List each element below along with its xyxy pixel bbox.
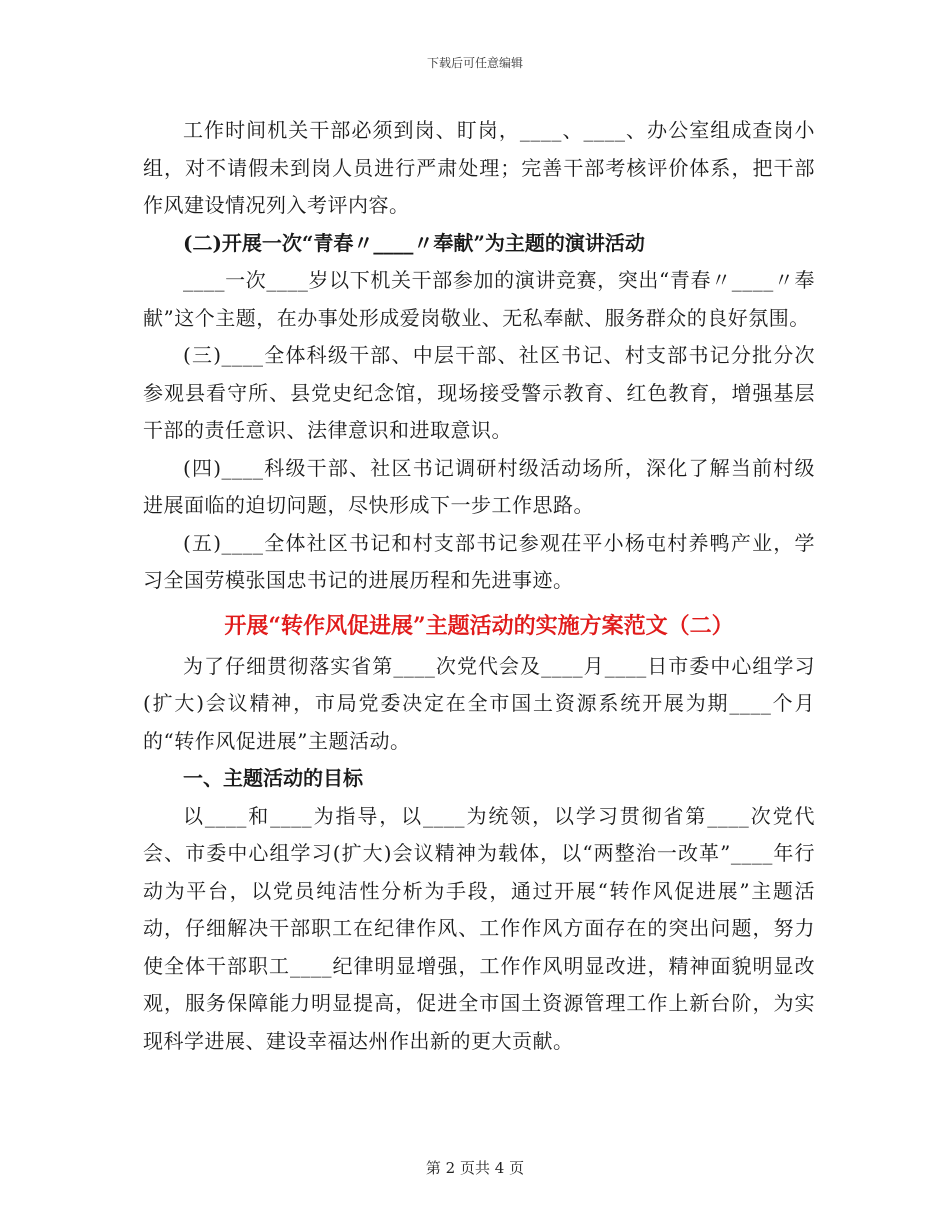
paragraph-intro: 为了仔细贯彻落实省第____次党代会及____月____日市委中心组学习(扩大)会议精神，市局党委决定在全市国土资源系统开展为期____个月的“转作风促进展”主题活动。 (143, 653, 815, 753)
paragraph-goals: 以____和____为指导，以____为统领，以学习贯彻省第____次党代会、市委中心组学习(扩大)会议精神为载体，以“两整治一改革”____年行动为平台，以党员纯洁性分析为手段，通过开展“转作风促进展”主题活动，仔细解决干部职工在纪律作风、工作作风方面存在的突出问题，努力使全体干部职工____纪律明显增强，工作作风明显改进，精神面貌明显改观，服务保障能力明显提高，促进全市国土资源管理工作上新台阶，为实现科学进展、建设幸福达州作出新的更大贡献。 (143, 803, 815, 1053)
paragraph-visit-education: (三)____全体科级干部、中层干部、社区书记、村支部书记分批分次参观县看守所、县党史纪念馆，现场接受警示教育、红色教育，增强基层干部的责任意识、法律意识和进取意识。 (143, 343, 815, 442)
section-heading-goals: 一、主题活动的目标 (183, 766, 363, 790)
document-title: 开展“转作风促进展”主题活动的实施方案范文（二） (224, 612, 734, 639)
paragraph-duty-inspection: 工作时间机关干部必须到岗、盯岗，____、____、办公室组成查岗小组，对不请假未到岗人员进行严肃处理；完善干部考核评价体系，把干部作风建设情况列入考评内容。 (143, 118, 815, 217)
page-header: 下载后可任意编辑 (426, 56, 523, 70)
document-body (143, 112, 815, 1060)
paragraph-speech-contest: ____一次____岁以下机关干部参加的演讲竞赛，突出“青春〃____〃奉献”这个主题，在办事处形成爱岗敬业、无私奉献、服务群众的良好氛围。 (143, 268, 815, 330)
paragraph-visit-industry: (五)____全体社区书记和村支部书记参观茌平小杨屯村养鸭产业，学习全国劳模张国忠书记的进展历程和先进事迹。 (143, 530, 815, 592)
section-heading-speech-activity: (二)开展一次“青春〃____〃奉献”为主题的演讲活动 (183, 230, 645, 255)
page-footer: 第 2 页共 4 页 (425, 1159, 525, 1177)
paragraph-research-venues: (四)____科级干部、社区书记调研村级活动场所，深化了解当前村级进展面临的迫切问题，尽快形成下一步工作思路。 (143, 455, 815, 517)
